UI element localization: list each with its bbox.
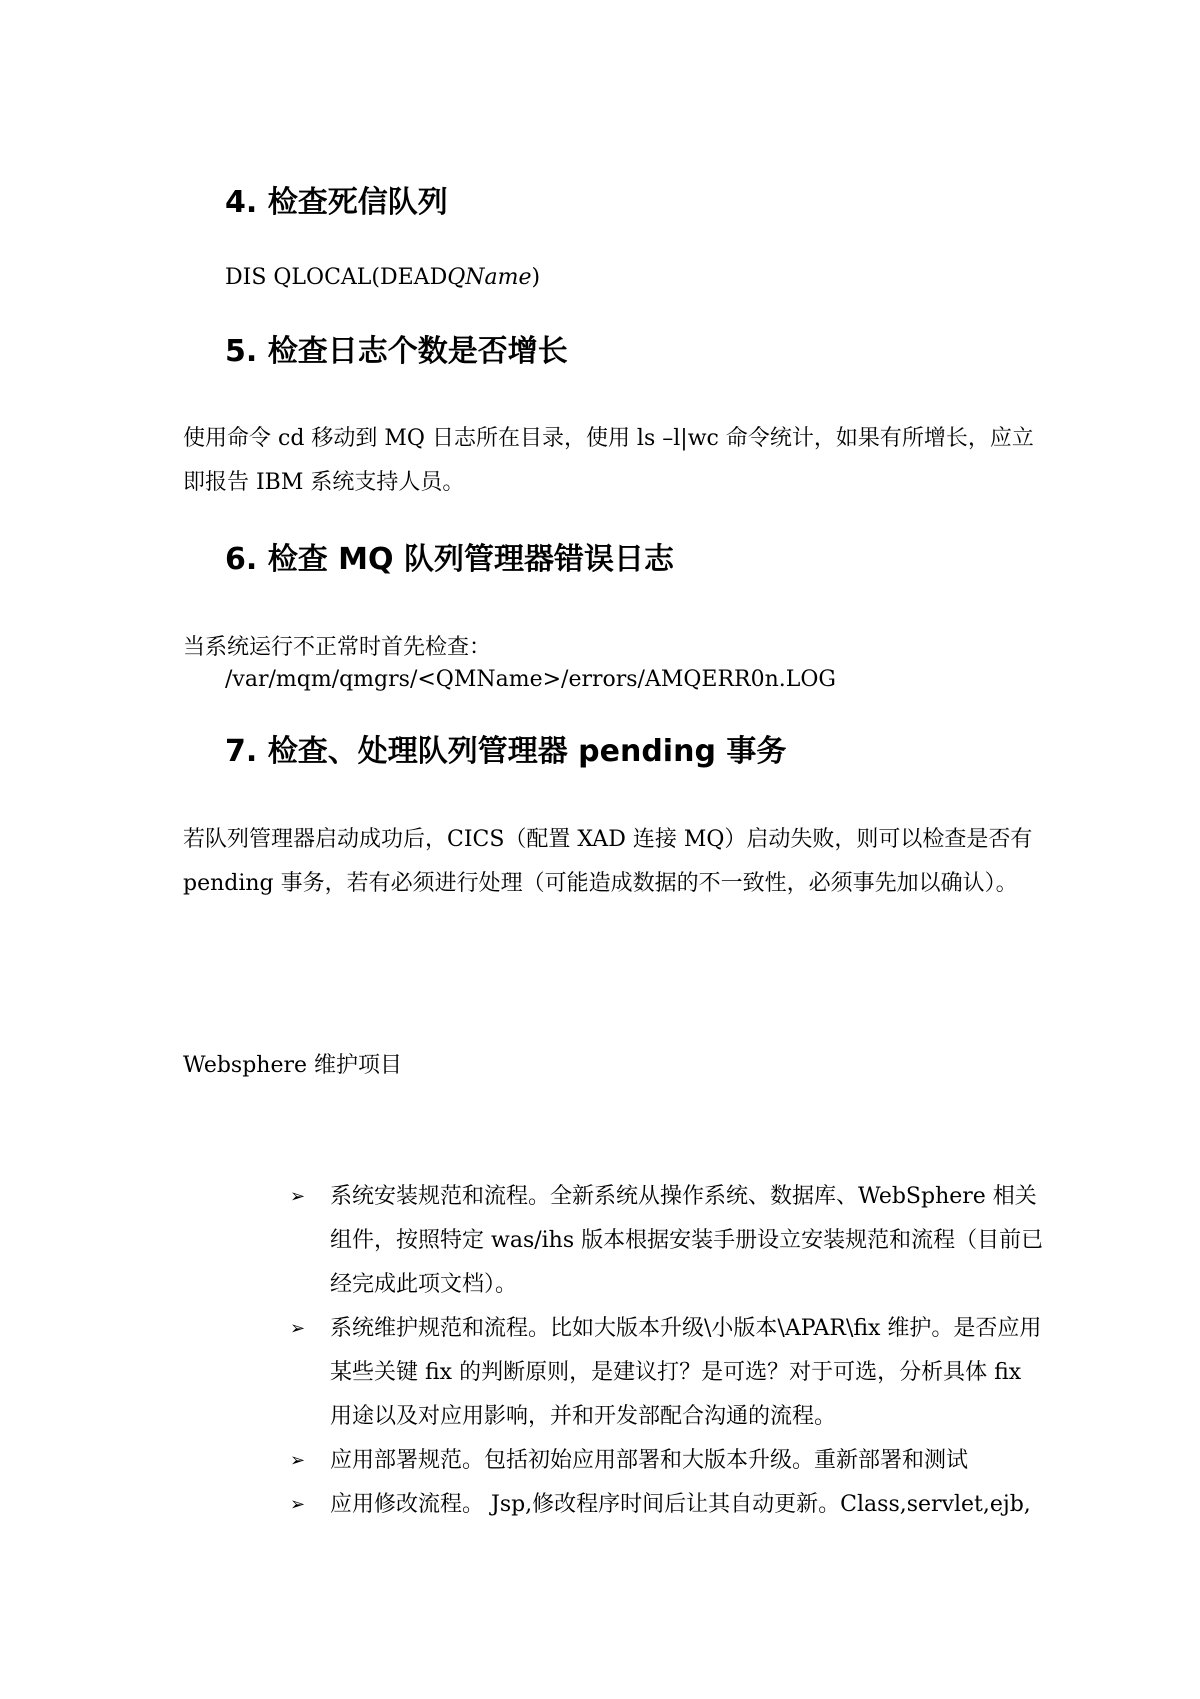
heading-check-dead-letter-queue: 4. 检查死信队列	[225, 185, 448, 220]
websphere-maintenance-list	[290, 1175, 1050, 1527]
list-item	[290, 1439, 1050, 1483]
paragraph-error-log-intro: 当系统运行不正常时首先检查：	[183, 635, 492, 660]
list-item-text: 应用部署规范。包括初始应用部署和大版本升级。重新部署和测试	[330, 1448, 969, 1473]
arrow-bullet-icon: ➢	[290, 1450, 306, 1471]
arrow-bullet-icon: ➢	[290, 1186, 306, 1207]
list-item-text: 应用修改流程。 Jsp,修改程序时间后让其自动更新。Class,servlet,ejb,	[330, 1492, 1031, 1517]
paragraph-pending-transactions: 若队列管理器启动成功后，CICS（配置 XAD 连接 MQ）启动失败，则可以检查是否有 pending 事务，若有必须进行处理（可能造成数据的不一致性，必须事先加以确认）。	[183, 827, 1033, 896]
arrow-bullet-icon: ➢	[290, 1318, 306, 1339]
paragraph-log-count: 使用命令 cd 移动到 MQ 日志所在目录，使用 ls –l|wc 命令统计，如果有所增长，应立即报告 IBM 系统支持人员。	[183, 426, 1034, 495]
command-qname: QName	[447, 265, 532, 290]
list-item	[290, 1483, 1050, 1527]
heading-pending-transactions: 7. 检查、处理队列管理器 pending 事务	[225, 734, 787, 769]
list-item-text: 系统维护规范和流程。比如大版本升级\小版本\APAR\fix 维护。是否应用某些关键 fix 的判断原则，是建议打？是可选？对于可选，分析具体 fix 用途以及对应用影响，并和开发部配合沟通的流程。	[330, 1316, 1042, 1429]
error-log-path: /var/mqm/qmgrs/<QMName>/errors/AMQERR0n.LOG	[225, 667, 836, 692]
command-dis-qlocal	[225, 262, 540, 294]
heading-check-mq-error-log: 6. 检查 MQ 队列管理器错误日志	[225, 542, 674, 577]
list-item-text: 系统安装规范和流程。全新系统从操作系统、数据库、WebSphere 相关组件，按照特定 was/ihs 版本根据安装手册设立安装规范和流程（目前已经完成此项文档）。	[330, 1184, 1044, 1297]
list-item	[290, 1175, 1050, 1307]
websphere-section-title: Websphere 维护项目	[183, 1053, 403, 1078]
list-item	[290, 1307, 1050, 1439]
arrow-bullet-icon: ➢	[290, 1494, 306, 1515]
command-suffix: )	[531, 265, 541, 290]
heading-check-log-count: 5. 检查日志个数是否增长	[225, 334, 568, 369]
command-prefix: DIS QLOCAL(DEAD	[225, 265, 448, 290]
